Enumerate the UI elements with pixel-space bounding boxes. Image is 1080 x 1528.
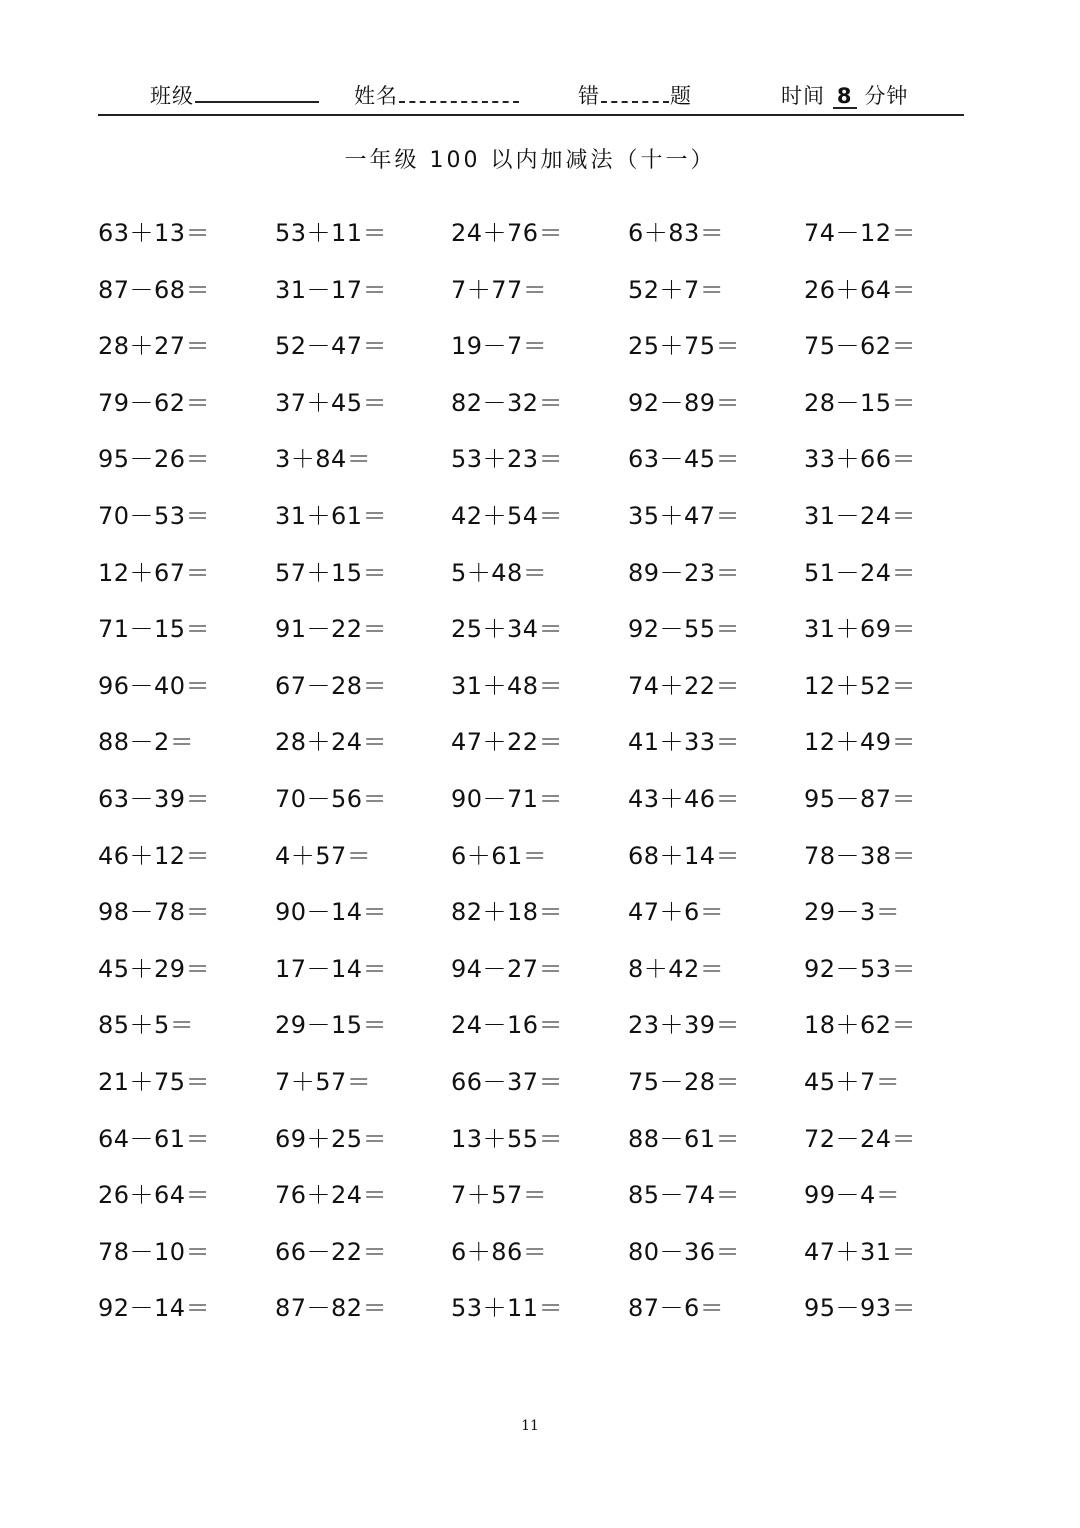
problem-row <box>98 326 998 383</box>
problem-row <box>98 496 998 553</box>
problem-item: 71－15＝ <box>98 615 211 644</box>
problem-item: 63－45＝ <box>628 445 741 474</box>
problem-item: 92－55＝ <box>628 615 741 644</box>
problem-item: 21＋75＝ <box>98 1067 211 1096</box>
problem-item: 52－47＝ <box>275 332 388 361</box>
problem-item: 64－61＝ <box>98 1124 211 1153</box>
problem-item: 6＋86＝ <box>451 1237 548 1266</box>
problem-item: 96－40＝ <box>98 671 211 700</box>
problem-item: 82－32＝ <box>451 388 564 417</box>
problem-item: 68＋14＝ <box>628 841 741 870</box>
problem-item: 87－6＝ <box>628 1294 725 1323</box>
name-field <box>354 80 520 110</box>
problem-item: 87－68＝ <box>98 275 211 304</box>
problem-item: 75－62＝ <box>804 332 917 361</box>
problem-item: 90－14＝ <box>275 898 388 927</box>
problem-item: 37＋45＝ <box>275 388 388 417</box>
problem-item: 75－28＝ <box>628 1067 741 1096</box>
problem-row <box>98 779 998 836</box>
problem-row <box>98 836 998 893</box>
problem-item: 8＋42＝ <box>628 954 725 983</box>
class-label: 班级 <box>150 84 194 108</box>
problem-item: 85－74＝ <box>628 1181 741 1210</box>
problem-item: 26＋64＝ <box>804 275 917 304</box>
problem-item: 25＋34＝ <box>451 615 564 644</box>
problem-item: 29－15＝ <box>275 1011 388 1040</box>
problem-item: 78－38＝ <box>804 841 917 870</box>
problem-item: 90－71＝ <box>451 784 564 813</box>
problem-item: 80－36＝ <box>628 1237 741 1266</box>
problem-item: 45＋7＝ <box>804 1067 901 1096</box>
problem-item: 66－37＝ <box>451 1067 564 1096</box>
problem-item: 13＋55＝ <box>451 1124 564 1153</box>
problem-item: 82＋18＝ <box>451 898 564 927</box>
worksheet-title: 一年级 100 以内加减法（十一） <box>344 148 716 173</box>
errors-suffix: 题 <box>670 84 692 108</box>
problem-item: 74＋22＝ <box>628 671 741 700</box>
problem-item: 72－24＝ <box>804 1124 917 1153</box>
errors-field <box>578 80 692 110</box>
problem-row <box>98 1232 998 1289</box>
problem-item: 7＋57＝ <box>451 1181 548 1210</box>
problem-item: 76＋24＝ <box>275 1181 388 1210</box>
problem-row <box>98 949 998 1006</box>
problem-item: 85＋5＝ <box>98 1011 195 1040</box>
problem-item: 19－7＝ <box>451 332 548 361</box>
problem-item: 12＋49＝ <box>804 728 917 757</box>
problem-item: 7＋77＝ <box>451 275 548 304</box>
problem-item: 24＋76＝ <box>451 219 564 247</box>
problem-row <box>98 892 998 949</box>
problem-item: 95－26＝ <box>98 445 211 474</box>
problem-item: 46＋12＝ <box>98 841 211 870</box>
problem-item: 6＋83＝ <box>628 219 725 247</box>
problem-item: 70－56＝ <box>275 784 388 813</box>
problem-item: 5＋48＝ <box>451 558 548 587</box>
problem-item: 91－22＝ <box>275 615 388 644</box>
problem-item: 28－15＝ <box>804 388 917 417</box>
problem-item: 70－53＝ <box>98 501 211 530</box>
problem-row <box>98 1119 998 1176</box>
problem-item: 87－82＝ <box>275 1294 388 1323</box>
problem-item: 26＋64＝ <box>98 1181 211 1210</box>
problem-item: 31＋48＝ <box>451 671 564 700</box>
problem-row <box>98 270 998 327</box>
problem-item: 94－27＝ <box>451 954 564 983</box>
problem-item: 31＋61＝ <box>275 501 388 530</box>
problem-row <box>98 609 998 666</box>
problem-grid <box>98 213 998 1345</box>
problem-item: 23＋39＝ <box>628 1011 741 1040</box>
problem-item: 33＋66＝ <box>804 445 917 474</box>
problem-item: 74－12＝ <box>804 219 917 247</box>
problem-item: 67－28＝ <box>275 671 388 700</box>
problem-item: 3＋84＝ <box>275 445 372 474</box>
problem-item: 53＋23＝ <box>451 445 564 474</box>
problem-item: 25＋75＝ <box>628 332 741 361</box>
problem-item: 29－3＝ <box>804 898 901 927</box>
problem-item: 28＋27＝ <box>98 332 211 361</box>
problem-item: 53＋11＝ <box>275 219 388 247</box>
problem-item: 28＋24＝ <box>275 728 388 757</box>
problem-item: 12＋52＝ <box>804 671 917 700</box>
problem-item: 41＋33＝ <box>628 728 741 757</box>
errors-label: 错 <box>578 84 600 108</box>
problem-item: 31－24＝ <box>804 501 917 530</box>
problem-item: 69＋25＝ <box>275 1124 388 1153</box>
problem-item: 95－93＝ <box>804 1294 917 1323</box>
problem-item: 31＋69＝ <box>804 615 917 644</box>
problem-item: 4＋57＝ <box>275 841 372 870</box>
problem-item: 92－89＝ <box>628 388 741 417</box>
time-value: 8 <box>833 85 857 109</box>
name-blank[interactable] <box>399 83 519 103</box>
problem-item: 95－87＝ <box>804 784 917 813</box>
errors-blank[interactable] <box>601 83 669 103</box>
problem-row <box>98 1175 998 1232</box>
problem-row <box>98 1005 998 1062</box>
class-field <box>150 80 320 110</box>
problem-item: 66－22＝ <box>275 1237 388 1266</box>
problem-item: 57＋15＝ <box>275 558 388 587</box>
problem-item: 53＋11＝ <box>451 1294 564 1323</box>
problem-row <box>98 1062 998 1119</box>
problem-item: 43＋46＝ <box>628 784 741 813</box>
time-field <box>781 80 908 110</box>
problem-row <box>98 439 998 496</box>
problem-item: 47＋31＝ <box>804 1237 917 1266</box>
problem-item: 17－14＝ <box>275 954 388 983</box>
problem-item: 98－78＝ <box>98 898 211 927</box>
problem-item: 52＋7＝ <box>628 275 725 304</box>
problem-item: 51－24＝ <box>804 558 917 587</box>
problem-item: 12＋67＝ <box>98 558 211 587</box>
problem-item: 99－4＝ <box>804 1181 901 1210</box>
name-label: 姓名 <box>354 84 398 108</box>
problem-item: 35＋47＝ <box>628 501 741 530</box>
problem-item: 47＋6＝ <box>628 898 725 927</box>
problem-item: 47＋22＝ <box>451 728 564 757</box>
problem-item: 24－16＝ <box>451 1011 564 1040</box>
problem-row <box>98 213 998 270</box>
page-number: 11 <box>521 1418 539 1434</box>
problem-row <box>98 1288 998 1345</box>
problem-row <box>98 383 998 440</box>
problem-row <box>98 553 998 610</box>
problem-item: 31－17＝ <box>275 275 388 304</box>
problem-item: 89－23＝ <box>628 558 741 587</box>
problem-item: 88－2＝ <box>98 728 195 757</box>
problem-item: 63－39＝ <box>98 784 211 813</box>
problem-row <box>98 722 998 779</box>
problem-item: 78－10＝ <box>98 1237 211 1266</box>
problem-item: 92－14＝ <box>98 1294 211 1323</box>
problem-row <box>98 666 998 723</box>
problem-item: 79－62＝ <box>98 388 211 417</box>
problem-item: 45＋29＝ <box>98 954 211 983</box>
problem-item: 88－61＝ <box>628 1124 741 1153</box>
class-blank[interactable] <box>195 83 319 103</box>
problem-item: 7＋57＝ <box>275 1067 372 1096</box>
problem-item: 6＋61＝ <box>451 841 548 870</box>
worksheet-header <box>98 76 964 116</box>
time-label: 时间 <box>781 84 825 108</box>
time-unit: 分钟 <box>864 84 909 108</box>
problem-item: 92－53＝ <box>804 954 917 983</box>
problem-item: 42＋54＝ <box>451 501 564 530</box>
problem-item: 63＋13＝ <box>98 219 211 247</box>
problem-item: 18＋62＝ <box>804 1011 917 1040</box>
